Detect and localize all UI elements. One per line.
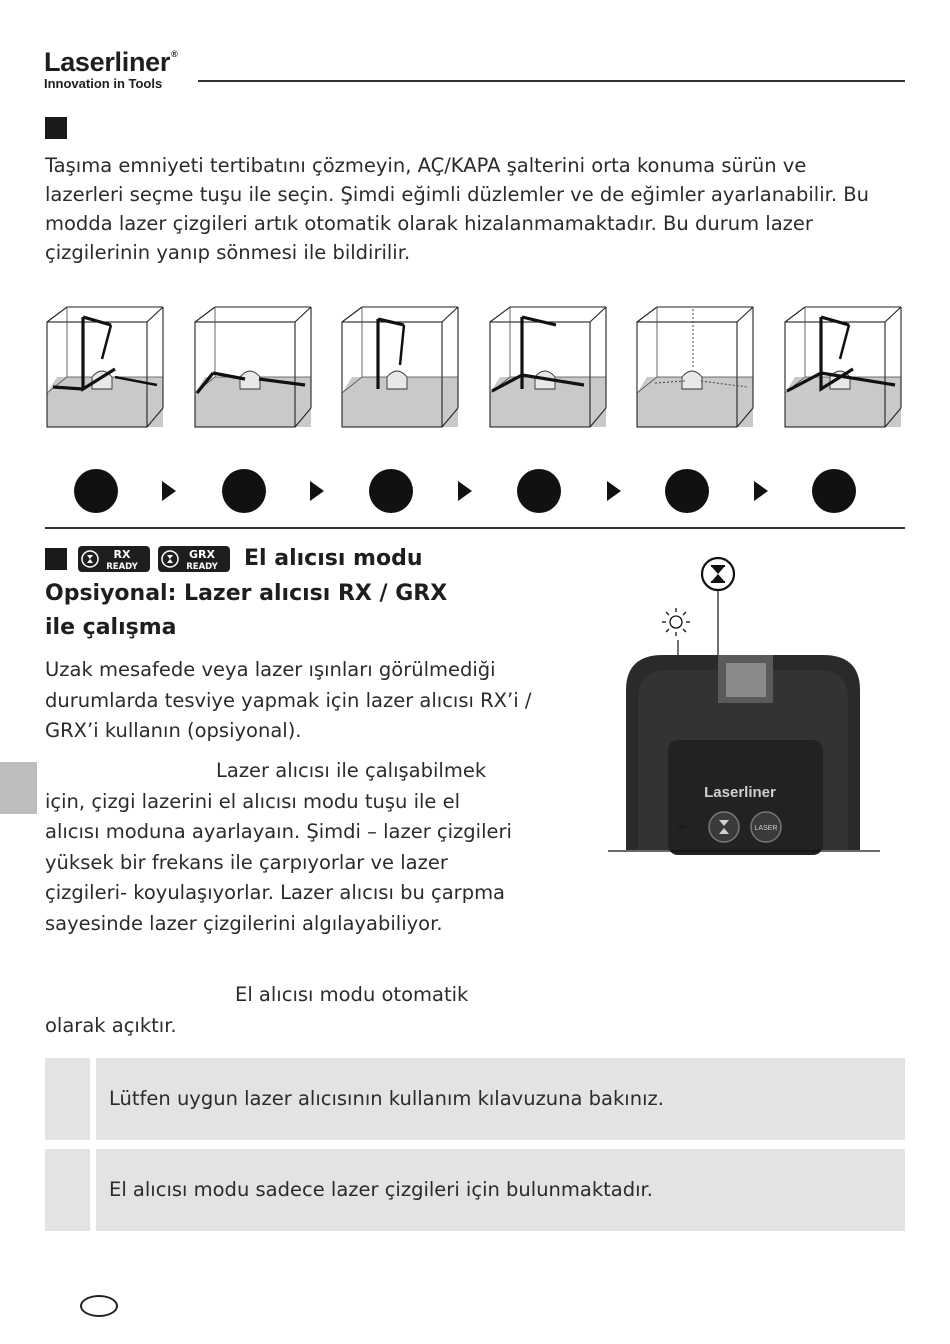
cube-6: [785, 307, 901, 427]
note-text-1: Lütfen uygun lazer alıcısının kullanım kılavuzuna bakınız.: [109, 1087, 664, 1110]
note-text-2: El alıcısı modu sadece lazer çizgileri için bulunmaktadır.: [109, 1178, 653, 1201]
step-dot-5: [665, 469, 709, 513]
section2-paragraph-1: Uzak mesafede veya lazer ışınları görülmediği durumlarda tesviye yapmak için lazer alıcısı RX’i / GRX’i kullanın (opsiyonal).: [45, 658, 532, 742]
arrow-right-icon: [458, 481, 472, 501]
svg-text:READY: READY: [106, 562, 138, 572]
laser-plane-illustrations: [45, 305, 907, 430]
cube-1: [47, 307, 163, 427]
brand-tagline: Innovation in Tools: [44, 76, 163, 91]
arrow-right-icon: [607, 481, 621, 501]
step-dot-6: [812, 469, 856, 513]
section2-heading-line2: Opsiyonal: Lazer alıcısı RX / GRX: [45, 581, 448, 606]
chapter-side-tab: [0, 762, 37, 814]
section2-heading-line3: ile çalışma: [45, 615, 177, 640]
svg-text:GRX: GRX: [189, 548, 215, 561]
grx-ready-badge: [158, 546, 230, 576]
device-illustration: [608, 555, 880, 859]
rx-ready-badge: [78, 546, 150, 576]
note-box-2: [45, 1149, 905, 1231]
note-icon-area: [45, 1058, 90, 1140]
arrow-right-icon: [162, 481, 176, 501]
arrow-right-icon: [310, 481, 324, 501]
section2-paragraph-2: Lazer alıcısı ile çalışabilmek için, çizgi lazerini el alıcısı modu tuşu ile el alıcısı moduna ayarlayaın. Şimdi – lazer çizgileri yüksek bir frekans ile çarpıyorlar ve lazer çizgileri- koyulaşıyorlar. Lazer alıcısı bu çarpma sayesinde lazer çizgilerini algılayabiliyor.: [45, 759, 512, 935]
step-dot-1: [74, 469, 118, 513]
note-box-1: [45, 1058, 905, 1140]
svg-text:RX: RX: [113, 548, 131, 561]
led-light-icon: [662, 608, 690, 636]
svg-text:LASER: LASER: [754, 825, 778, 832]
step-dot-4: [517, 469, 561, 513]
section2-paragraph-3: El alıcısı modu otomatik olarak açıktır.: [45, 983, 469, 1037]
section-marker-2: [45, 548, 67, 570]
header-divider: [198, 80, 905, 82]
note-icon-area: [45, 1149, 90, 1231]
section-divider: [45, 527, 905, 529]
section-marker-1: [45, 117, 67, 139]
cube-5: [637, 307, 753, 427]
svg-text:READY: READY: [186, 562, 218, 572]
svg-text:Laserliner: Laserliner: [704, 784, 776, 801]
arrow-right-icon: [754, 481, 768, 501]
section1-paragraph: Taşıma emniyeti tertibatını çözmeyin, AÇ/KAPA şalterini orta konuma sürün ve lazerleri seçme tuşu ile seçin. Şimdi eğimli düzlemler ve de eğimler ayarlanabilir. Bu modda lazer çizgileri artık otomatik olarak hizalanmamaktadır. Bu durum lazer çizgilerinin yanıp sönmesi ile bildirilir.: [45, 154, 870, 264]
cube-4: [490, 307, 606, 427]
cube-3: [342, 307, 458, 427]
section2-heading-line1: El alıcısı modu: [244, 546, 423, 571]
brand-name: Laserliner®: [44, 47, 178, 77]
step-sequence: [70, 467, 870, 515]
cube-2: [195, 307, 311, 427]
language-indicator: [80, 1295, 118, 1317]
step-dot-2: [222, 469, 266, 513]
brand-logo: [44, 40, 177, 90]
step-dot-3: [369, 469, 413, 513]
